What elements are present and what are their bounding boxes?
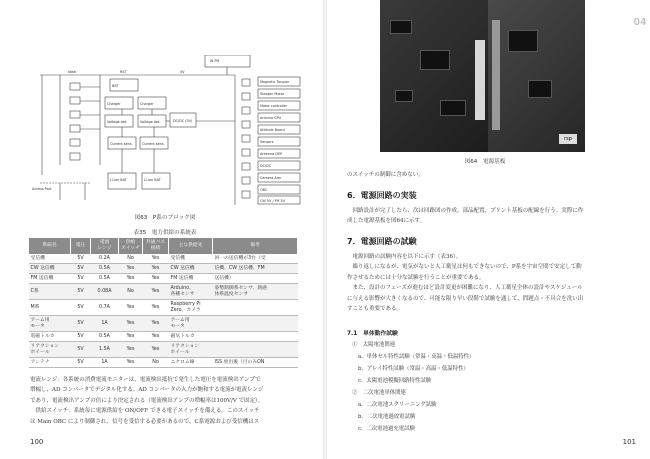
table-header-cell: 共通バス 接続 bbox=[143, 238, 169, 255]
table-row bbox=[29, 316, 298, 332]
page-number-right: 101 bbox=[622, 438, 636, 446]
figure-64-caption: 図64 電源基板 bbox=[464, 159, 506, 165]
table-cell bbox=[213, 342, 298, 358]
table-cell: 0.5A bbox=[91, 264, 119, 274]
diagram-block-label: Li-ion BAT bbox=[144, 178, 161, 182]
table-row bbox=[29, 342, 298, 358]
diagram-block-label: Charger bbox=[140, 102, 154, 106]
test-list-item: a．二次電池スクリーニング試験 bbox=[358, 402, 437, 408]
pcb-chip bbox=[440, 100, 466, 116]
table-row bbox=[29, 274, 298, 284]
table-cell: Yes bbox=[119, 300, 143, 316]
table-cell: 1A bbox=[91, 358, 119, 368]
table-35-caption: 表35 電力供給の系統表 bbox=[133, 230, 197, 236]
table-cell: アーム用 モータ bbox=[169, 316, 213, 332]
pcb-connector bbox=[475, 40, 485, 120]
table-cell: 受信機 bbox=[29, 254, 71, 264]
table-cell: No bbox=[143, 358, 169, 368]
paragraph-line: 回路設計が完了したら、次は回路図の作成、部品配置、プリント基板の配線を行う。実際に作 bbox=[347, 208, 584, 214]
pcb-chip bbox=[508, 30, 538, 52]
table-cell: ニクロム線 bbox=[169, 358, 213, 368]
pcb-connector bbox=[492, 20, 500, 130]
diagram-block-label: Voltage det. bbox=[140, 120, 161, 124]
table-cell: Yes bbox=[143, 274, 169, 284]
table-cell: 回一の送信機が3台（受 bbox=[213, 254, 298, 264]
right-intro-line: のスイッチの制御に含めない。 bbox=[347, 172, 424, 178]
diagram-block-label: BRT bbox=[112, 84, 119, 88]
table-cell: 5V bbox=[71, 316, 91, 332]
table-cell: 磁気トルカ bbox=[169, 332, 213, 342]
table-row bbox=[29, 358, 298, 368]
pcb-chip bbox=[528, 80, 552, 98]
paragraph-line: 電流レンジ：各系統の消費電流モニターは、電流検出抵抗で発生した電圧を電流検出アンプで bbox=[30, 377, 261, 383]
table-cell: Yes bbox=[119, 316, 143, 332]
test-list-item: b．二次電池過放電試験 bbox=[358, 414, 416, 420]
diagram-load-label: Arduino CPU bbox=[260, 116, 282, 120]
table-cell: 0.7A bbox=[91, 300, 119, 316]
diagram-load-label: Motor controller bbox=[260, 104, 288, 108]
paragraph-line: は Main OBC により制御され、信号を受信する必要があるので、C系電源および受信機はス bbox=[30, 418, 260, 425]
table-cell: アンテナ bbox=[29, 358, 71, 368]
paragraph-line: 供給スイッチ：系統毎に電源供給を ON/OFF できる電子スイッチを備える。このスイッチ bbox=[30, 408, 260, 415]
table-cell: CW 送信機 bbox=[29, 264, 71, 274]
figure-63-caption: 図63 P系のブロック図 bbox=[134, 215, 196, 221]
table-header-cell: 系統名 bbox=[29, 238, 71, 255]
table-cell bbox=[213, 316, 298, 332]
table-cell: 電磁トルカ bbox=[29, 332, 71, 342]
table-cell: 5V bbox=[71, 254, 91, 264]
diagram-load-label: DC/DC bbox=[260, 164, 272, 168]
paragraph-line: に与える影響が大きくなるので、可能な限り早い段階で試験を通して、問題点・不具合を洗い出 bbox=[347, 295, 584, 302]
table-cell: CW 送信機 bbox=[169, 264, 213, 274]
diagram-block-label: Voltage det. bbox=[107, 120, 128, 124]
table-cell: Yes bbox=[119, 358, 143, 368]
table-cell: Yes bbox=[143, 332, 169, 342]
table-cell: アーム用 モータ bbox=[29, 316, 71, 332]
diagram-block-label: Current sens. bbox=[142, 142, 165, 146]
table-cell: 0.5A bbox=[91, 274, 119, 284]
test-list-item: ① 太陽電池関連 bbox=[352, 342, 396, 348]
table-cell: リアクション ホイール bbox=[29, 342, 71, 358]
power-supply-table bbox=[28, 237, 298, 368]
section-7-body bbox=[347, 252, 627, 314]
diagram-block-label: DC/DC (5V) bbox=[173, 119, 193, 123]
diagram-load-label: CW 5V / FM 5V bbox=[260, 199, 286, 203]
table-cell: ISS 放出後（目のみON bbox=[213, 358, 298, 368]
table-cell: Yes bbox=[119, 264, 143, 274]
table-row bbox=[29, 284, 298, 300]
table-cell: 送信機） bbox=[213, 274, 298, 284]
table-cell: 1.5A bbox=[91, 342, 119, 358]
power-board-photo bbox=[380, 0, 585, 152]
table-cell: Yes bbox=[143, 254, 169, 264]
table-cell: 1A bbox=[91, 316, 119, 332]
diagram-load-label: Magnetic Torquer bbox=[260, 80, 290, 84]
table-cell: FM 送信機 bbox=[169, 274, 213, 284]
table-header-cell: 備考 bbox=[213, 238, 298, 255]
photo-label: rsp bbox=[559, 134, 577, 144]
diagram-block-label: Li-ion BAT bbox=[110, 178, 127, 182]
paragraph-line: また、設計のフェーズが進むほど設計変更が困難になり、人工衛星全体の設計やスケジュール bbox=[347, 285, 583, 292]
paragraph-line: 成した電源基板を図64に示す。 bbox=[347, 218, 426, 225]
subsection-7-1-heading: 7.1 単体動作試験 bbox=[347, 331, 398, 337]
table-cell: 5V bbox=[71, 300, 91, 316]
table-cell: 5V bbox=[71, 264, 91, 274]
table-cell bbox=[213, 300, 298, 316]
diagram-top-label: RST bbox=[120, 70, 127, 74]
pcb-chip bbox=[420, 50, 450, 70]
table-cell: 5V bbox=[71, 284, 91, 300]
table-cell: C系 bbox=[29, 284, 71, 300]
table-header-cell: 電圧 bbox=[71, 238, 91, 255]
table-cell bbox=[213, 332, 298, 342]
table-cell: 姿勢制御系センサ、熱感 体系温度センサ bbox=[213, 284, 298, 300]
diagram-top-box-label: W-PD bbox=[210, 59, 220, 63]
table-header-cell: 供給 スイッチ bbox=[119, 238, 143, 255]
paragraph-line: 作させるためには十分な試験を行うことが重要である。 bbox=[347, 274, 485, 281]
table-cell: 5V bbox=[71, 342, 91, 358]
table-cell: 受信機 bbox=[169, 254, 213, 264]
section-7-heading: 7．電源回路の試験 bbox=[347, 237, 417, 246]
paragraph-line: 増幅し、AD コンバータでデジタル化する。AD コンバータの入力が飽和する電流が電流レンジ bbox=[30, 387, 264, 394]
paragraph-line: 繰り返しになるが、電気がないと人工衛星は何もできないので、P系を宇宙空間で安定して動 bbox=[347, 264, 582, 271]
table-cell: Yes bbox=[143, 300, 169, 316]
paragraph-line: すことも重要である。 bbox=[347, 306, 403, 313]
table-row bbox=[29, 332, 298, 342]
table-header-row bbox=[29, 238, 298, 255]
table-cell: FM 送信機 bbox=[29, 274, 71, 284]
table-cell: 0.2A bbox=[91, 254, 119, 264]
table-cell: Yes bbox=[119, 332, 143, 342]
table-cell: Yes bbox=[119, 342, 143, 358]
table-cell: 5V bbox=[71, 332, 91, 342]
diagram-block-label: Current sens. bbox=[110, 142, 133, 146]
diagram-load-label: OBC bbox=[260, 188, 268, 192]
table-cell: Yes bbox=[143, 284, 169, 300]
test-list-item: c．太陽電池模擬回路特性試験 bbox=[358, 378, 432, 384]
test-list-item: a．単体セル特性試験（常温・高温・低温特性） bbox=[358, 354, 475, 360]
table-cell: Arduino、 各種センサ bbox=[169, 284, 213, 300]
diagram-load-label: Camera Arm bbox=[260, 176, 282, 180]
page-number-left: 100 bbox=[30, 438, 44, 446]
diagram-load-label: Antenna DEP bbox=[260, 152, 283, 156]
book-gutter bbox=[323, 0, 327, 459]
diagram-load-label: Attitude Board bbox=[260, 128, 285, 132]
diagram-side-label: Access Port bbox=[32, 187, 52, 191]
test-list-item: b．アレイ特性試験（常温・高温・低温特性） bbox=[358, 366, 469, 372]
table-cell: Yes bbox=[143, 316, 169, 332]
diagram-load-label: Stepper Motor bbox=[260, 92, 285, 96]
pcb-chip bbox=[395, 90, 413, 102]
table-cell: 信機、CW 送信機、FM bbox=[213, 264, 298, 274]
paragraph-line: 電源回路の試験内容を以下に示す（表36）。 bbox=[347, 254, 462, 260]
chapter-tab: 04 bbox=[633, 17, 647, 28]
diagram-top-label: Ideal bbox=[68, 70, 77, 74]
test-list-item: c．二次電池過充電試験 bbox=[358, 426, 415, 432]
table-cell: 5V bbox=[71, 274, 91, 284]
table-cell: No bbox=[119, 284, 143, 300]
test-list-item: ② 二次電池単体関連 bbox=[352, 390, 406, 396]
table-cell: リアクション ホイール bbox=[169, 342, 213, 358]
table-row bbox=[29, 264, 298, 274]
table-cell: Yes bbox=[119, 274, 143, 284]
diagram-top-label: 5V bbox=[180, 70, 185, 74]
table-row bbox=[29, 254, 298, 264]
section-6-body bbox=[347, 206, 627, 227]
table-header-cell: 主な供給先 bbox=[169, 238, 213, 255]
diagram-block-label: Charger bbox=[107, 102, 121, 106]
paragraph-line: であり、電流検出アンプの倍により決定される（電流検出アンプの増幅率は100V/V で固定）。 bbox=[30, 397, 264, 404]
pcb-right-board bbox=[488, 0, 585, 152]
diagram-load-label: Sensors bbox=[260, 140, 274, 144]
table-cell: 5V bbox=[71, 358, 91, 368]
table-row bbox=[29, 300, 298, 316]
pcb-chip bbox=[390, 20, 412, 34]
table-cell: No bbox=[119, 254, 143, 264]
pcb-left-board bbox=[380, 0, 490, 152]
left-body-text bbox=[30, 375, 305, 427]
table-cell: M系 bbox=[29, 300, 71, 316]
table-cell: Yes bbox=[143, 264, 169, 274]
table-cell: Raspberry Pi Zero、カメラ bbox=[169, 300, 213, 316]
table-cell: 0.5A bbox=[91, 332, 119, 342]
table-header-cell: 電流 レンジ bbox=[91, 238, 119, 255]
table-cell: 0.08A bbox=[91, 284, 119, 300]
power-block-diagram bbox=[30, 55, 305, 205]
section-6-heading: 6．電源回路の実装 bbox=[347, 191, 417, 200]
table-cell: Yes bbox=[143, 342, 169, 358]
